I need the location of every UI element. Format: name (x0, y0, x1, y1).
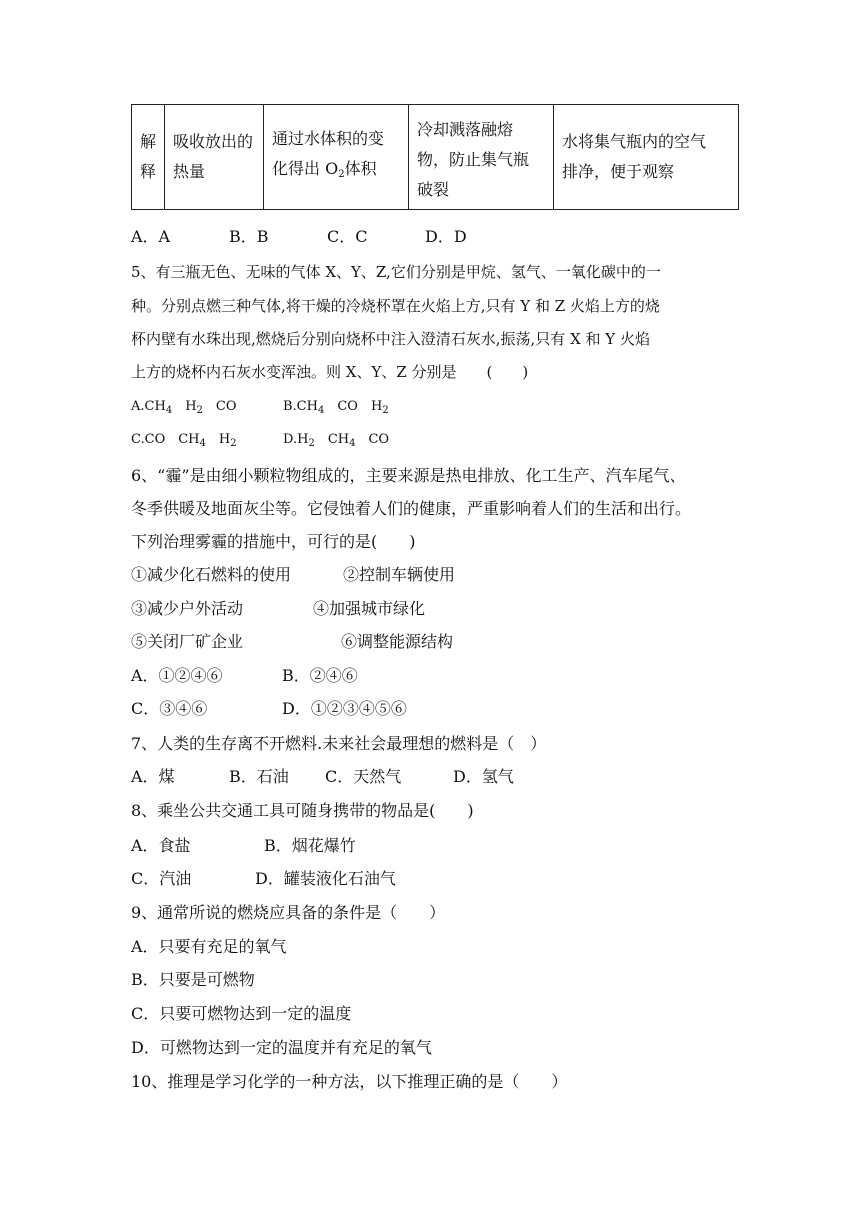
cell3-line3: 破裂 (417, 180, 450, 199)
q5-option-a: $A.CH_4$ $H_2$ CO (131, 399, 237, 416)
cell4-line2: 排净，便于观察 (562, 162, 675, 181)
row-header: 解释 (140, 132, 157, 181)
q4-options (131, 226, 467, 248)
q9-stem: 9、通常所说的燃烧应具备的条件是（ ） (131, 903, 446, 922)
q6-item-6: ⑥调整能源结构 (341, 632, 454, 651)
q5-options-row-1 (131, 396, 389, 422)
q8-option-b: B．烟花爆竹 (264, 836, 356, 855)
cell3-line1: 冷却溅落融熔 (417, 120, 514, 139)
q7-option-c: C．天然气 (325, 767, 402, 786)
table-row-explanation (132, 105, 739, 210)
table-cell-3 (409, 105, 554, 210)
q5-option-d: $D.H_2$ $CH_4$ CO (283, 432, 390, 449)
q6-item-1: ①减少化石燃料的使用 (131, 565, 292, 584)
q8-option-d: D．罐装液化石油气 (255, 869, 396, 888)
q5-stem-line-3: 杯内壁有水珠出现,燃烧后分别向烧杯中注入澄清石灰水,振荡,只有 X 和 Y 火焰 (131, 330, 650, 348)
q5-stem-line-1: 5、有三瓶无色、无味的气体 X、Y、Z,它们分别是甲烷、氢气、一氧化碳中的一 (131, 263, 661, 281)
cell1-line1: 吸收放出的 (173, 132, 254, 151)
q6-stem-line-1: 6、“霾”是由细小颗粒物组成的，主要来源是热电排放、化工生产、汽车尾气、 (131, 466, 686, 485)
cell4-line1: 水将集气瓶内的空气 (562, 132, 707, 151)
q7-option-a: A．煤 (131, 767, 175, 786)
q8-option-c: C．汽油 (131, 869, 192, 888)
q8-option-a: A．食盐 (131, 836, 191, 855)
q4-option-c: C．C (327, 227, 368, 246)
q9-option-d: D．可燃物达到一定的温度并有充足的氧气 (131, 1038, 432, 1057)
q4-option-b: B．B (229, 227, 269, 246)
q6-options-row-2 (131, 698, 407, 720)
q6-item-4: ④加强城市绿化 (313, 599, 426, 618)
q5-options-row-2 (131, 429, 389, 455)
q6-items-row-2 (131, 598, 425, 620)
q4-option-d: D．D (425, 227, 467, 246)
q7-stem: 7、人类的生存离不开燃料.未来社会最理想的燃料是（ ） (131, 734, 547, 753)
q7-options (131, 766, 514, 788)
q6-stem-line-2: 冬季供暖及地面灰尘等。它侵蚀着人们的健康，严重影响着人们的生活和出行。 (131, 499, 692, 518)
q7-option-b: B．石油 (229, 767, 289, 786)
q6-option-c: C．③④⑥ (131, 699, 208, 718)
q9-option-b: B．只要是可燃物 (131, 970, 255, 989)
table-cell-1 (165, 105, 264, 210)
cell2-line1: 通过水体积的变 (272, 129, 385, 148)
row-header-cell (132, 105, 165, 210)
cell1-line2: 热量 (173, 162, 206, 181)
q6-items-row-3 (131, 631, 453, 653)
q4-option-a: A．A (131, 227, 171, 246)
q8-stem: 8、乘坐公共交通工具可随身携带的物品是( ) (131, 801, 474, 820)
table-cell-4 (554, 105, 739, 210)
q6-option-a: A．①②④⑥ (131, 666, 223, 685)
q5-stem-line-4: 上方的烧杯内石灰水变浑浊。则 X、Y、Z 分别是 ( ) (131, 363, 529, 381)
q6-item-5: ⑤关闭厂矿企业 (131, 632, 244, 651)
q8-options-row-2 (131, 868, 396, 890)
q9-option-c: C．只要可燃物达到一定的温度 (131, 1004, 352, 1023)
q6-stem-line-3: 下列治理雾霾的措施中，可行的是( ) (131, 532, 416, 551)
q6-item-2: ②控制车辆使用 (343, 565, 456, 584)
q7-option-d: D．氢气 (453, 767, 514, 786)
cell2-line2: 化得出 $O_2$体积 (272, 159, 377, 180)
q6-option-b: B．②④⑥ (282, 666, 358, 685)
q6-options-row-1 (131, 665, 358, 687)
table-cell-2 (264, 105, 409, 210)
q6-items-row-1 (131, 564, 455, 586)
answer-table (131, 104, 739, 210)
q6-item-3: ③减少户外活动 (131, 599, 244, 618)
q6-option-d: D．①②③④⑤⑥ (282, 699, 407, 718)
q5-stem-line-2: 种。分别点燃三种气体,将干燥的冷烧杯罩在火焰上方,只有 Y 和 Z 火焰上方的烧 (131, 297, 660, 315)
q10-stem: 10、推理是学习化学的一种方法，以下推理正确的是（ ） (131, 1072, 568, 1091)
q5-option-c: C.CO $CH_4$ $H_2$ (131, 432, 237, 449)
q5-option-b: $B.CH_4$ CO $H_2$ (283, 399, 389, 416)
cell3-line2: 物，防止集气瓶 (417, 150, 530, 169)
q8-options-row-1 (131, 835, 356, 857)
q9-option-a: A．只要有充足的氧气 (131, 937, 287, 956)
